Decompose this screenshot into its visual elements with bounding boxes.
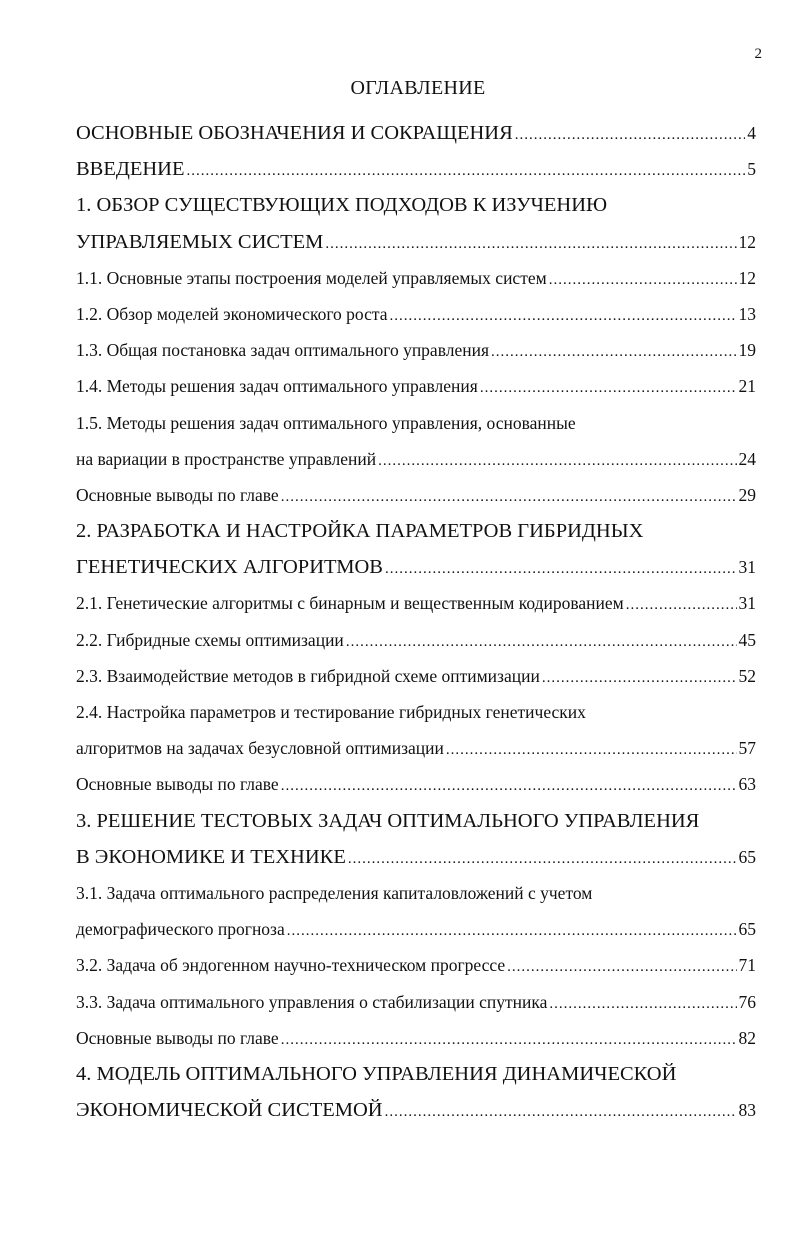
toc-entry-text: 1.5. Методы решения задач оптимального управления, основанные — [76, 412, 576, 433]
toc-entry-text: 2.4. Настройка параметров и тестирование гибридных генетических — [76, 702, 586, 722]
toc-entry-text: В ЭКОНОМИКЕ И ТЕХНИКЕ — [76, 845, 346, 868]
toc-entry-text: 1.4. Методы решения задач оптимального управления — [76, 376, 478, 397]
toc-entry-text: ОСНОВНЫЕ ОБОЗНАЧЕНИЯ И СОКРАЩЕНИЯ — [76, 122, 513, 144]
toc-entry-page: 82 — [738, 1027, 756, 1048]
dot-leader — [542, 658, 737, 694]
toc-entry-page: 76 — [738, 991, 756, 1012]
dot-leader — [281, 477, 737, 513]
toc-entry — [76, 405, 756, 441]
toc-entry-page: 5 — [747, 159, 756, 180]
toc-entry-page: 31 — [738, 557, 756, 578]
toc-entry-page: 83 — [738, 1100, 756, 1121]
toc-entry-text: 2.1. Генетические алгоритмы с бинарным и вещественным кодированием — [76, 593, 624, 614]
toc-entry-text: 3.3. Задача оптимального управления о стабилизации спутника — [76, 991, 548, 1012]
toc-entry-text: УПРАВЛЯЕМЫХ СИСТЕМ — [76, 230, 324, 253]
dot-leader — [385, 549, 737, 585]
toc-entry — [76, 658, 756, 694]
toc-entry-page: 65 — [738, 846, 756, 867]
toc-entry-text: 3. РЕШЕНИЕ ТЕСТОВЫХ ЗАДАЧ ОПТИМАЛЬНОГО УПРАВЛЕНИЯ — [76, 809, 700, 832]
toc-entry-text: на вариации в пространстве управлений — [76, 448, 377, 469]
toc-entry — [76, 1092, 756, 1128]
toc-entry-text: ЭКОНОМИЧЕСКОЙ СИСТЕМОЙ — [76, 1099, 383, 1122]
dot-leader — [348, 839, 737, 875]
dot-leader — [281, 766, 737, 802]
toc-entry — [76, 803, 756, 839]
toc-entry-text: алгоритмов на задачах безусловной оптимизации — [76, 738, 444, 759]
toc-entry-page: 4 — [747, 123, 756, 143]
toc-entry-text: 1.2. Обзор моделей экономического роста — [76, 303, 388, 324]
toc-entry-text: 1.1. Основные этапы построения моделей управляемых систем — [76, 267, 547, 288]
table-of-contents — [76, 115, 756, 1128]
dot-leader — [446, 730, 737, 766]
toc-entry — [76, 224, 756, 260]
toc-entry — [76, 839, 756, 875]
toc-entry-page: 13 — [738, 303, 756, 324]
toc-entry-text: 1.3. Общая постановка задач оптимального управления — [76, 340, 490, 361]
toc-entry-page: 21 — [738, 376, 756, 397]
dot-leader — [378, 441, 736, 477]
toc-entry-page: 19 — [738, 340, 756, 361]
toc-entry — [76, 441, 756, 477]
toc-entry — [76, 1056, 756, 1092]
dot-leader — [287, 911, 737, 947]
toc-entry — [76, 694, 756, 730]
toc-entry-text: 2. РАЗРАБОТКА И НАСТРОЙКА ПАРАМЕТРОВ ГИБРИДНЫХ — [76, 520, 644, 543]
dot-leader — [480, 368, 737, 404]
toc-entry — [76, 766, 756, 802]
dot-leader — [385, 1092, 737, 1128]
dot-leader — [515, 115, 746, 151]
dot-leader — [626, 585, 737, 621]
toc-entry — [76, 513, 756, 549]
dot-leader — [549, 260, 737, 296]
dot-leader — [390, 296, 737, 332]
toc-entry — [76, 911, 756, 947]
toc-entry-page: 65 — [738, 919, 756, 940]
toc-entry-page: 12 — [738, 231, 756, 252]
dot-leader — [549, 984, 736, 1020]
toc-entry — [76, 585, 756, 621]
toc-entry-page: 29 — [738, 484, 756, 505]
toc-entry — [76, 332, 756, 368]
toc-entry — [76, 260, 756, 296]
toc-entry-page: 52 — [738, 665, 756, 686]
toc-entry — [76, 115, 756, 151]
toc-entry — [76, 549, 756, 585]
toc-entry — [76, 477, 756, 513]
toc-entry — [76, 875, 756, 911]
toc-entry-text: 3.2. Задача об эндогенном научно-техническом прогрессе — [76, 955, 506, 976]
toc-entry — [76, 368, 756, 404]
toc-entry — [76, 296, 756, 332]
dot-leader — [281, 1020, 737, 1056]
toc-entry-page: 71 — [738, 955, 756, 976]
toc-entry-text: 3.1. Задача оптимального распределения капиталовложений с учетом — [76, 882, 593, 903]
toc-entry-text: Основные выводы по главе — [76, 1027, 279, 1048]
dot-leader — [325, 224, 736, 260]
toc-entry-text: Основные выводы по главе — [76, 484, 279, 505]
toc-entry-page: 24 — [738, 448, 756, 469]
page-number: 2 — [754, 46, 762, 62]
toc-entry-text: ВВЕДЕНИЕ — [76, 158, 185, 181]
toc-title: ОГЛАВЛЕНИЕ — [350, 77, 486, 99]
toc-entry-page: 45 — [738, 629, 756, 650]
toc-entry — [76, 1020, 756, 1056]
toc-entry-text: 1. ОБЗОР СУЩЕСТВУЮЩИХ ПОДХОДОВ К ИЗУЧЕНИЮ — [76, 194, 608, 217]
toc-entry — [76, 187, 756, 223]
toc-entry — [76, 984, 756, 1020]
dot-leader — [507, 947, 736, 983]
toc-entry-text: Основные выводы по главе — [76, 774, 279, 795]
toc-entry-text: 2.2. Гибридные схемы оптимизации — [76, 629, 344, 650]
toc-entry-page: 12 — [738, 267, 756, 288]
toc-entry — [76, 947, 756, 983]
toc-entry-text: демографического прогноза — [76, 919, 285, 940]
toc-entry-page: 57 — [738, 738, 756, 759]
dot-leader — [187, 151, 746, 187]
toc-entry — [76, 622, 756, 658]
toc-entry — [76, 151, 756, 187]
toc-entry-text: ГЕНЕТИЧЕСКИХ АЛГОРИТМОВ — [76, 556, 383, 579]
toc-entry-page: 63 — [738, 774, 756, 795]
toc-entry-text: 4. МОДЕЛЬ ОПТИМАЛЬНОГО УПРАВЛЕНИЯ ДИНАМИЧЕСКОЙ — [76, 1062, 677, 1085]
dot-leader — [491, 332, 736, 368]
toc-entry-text: 2.3. Взаимодействие методов в гибридной схеме оптимизации — [76, 665, 540, 686]
dot-leader — [346, 622, 737, 658]
toc-entry-page: 31 — [738, 593, 756, 614]
toc-entry — [76, 730, 756, 766]
